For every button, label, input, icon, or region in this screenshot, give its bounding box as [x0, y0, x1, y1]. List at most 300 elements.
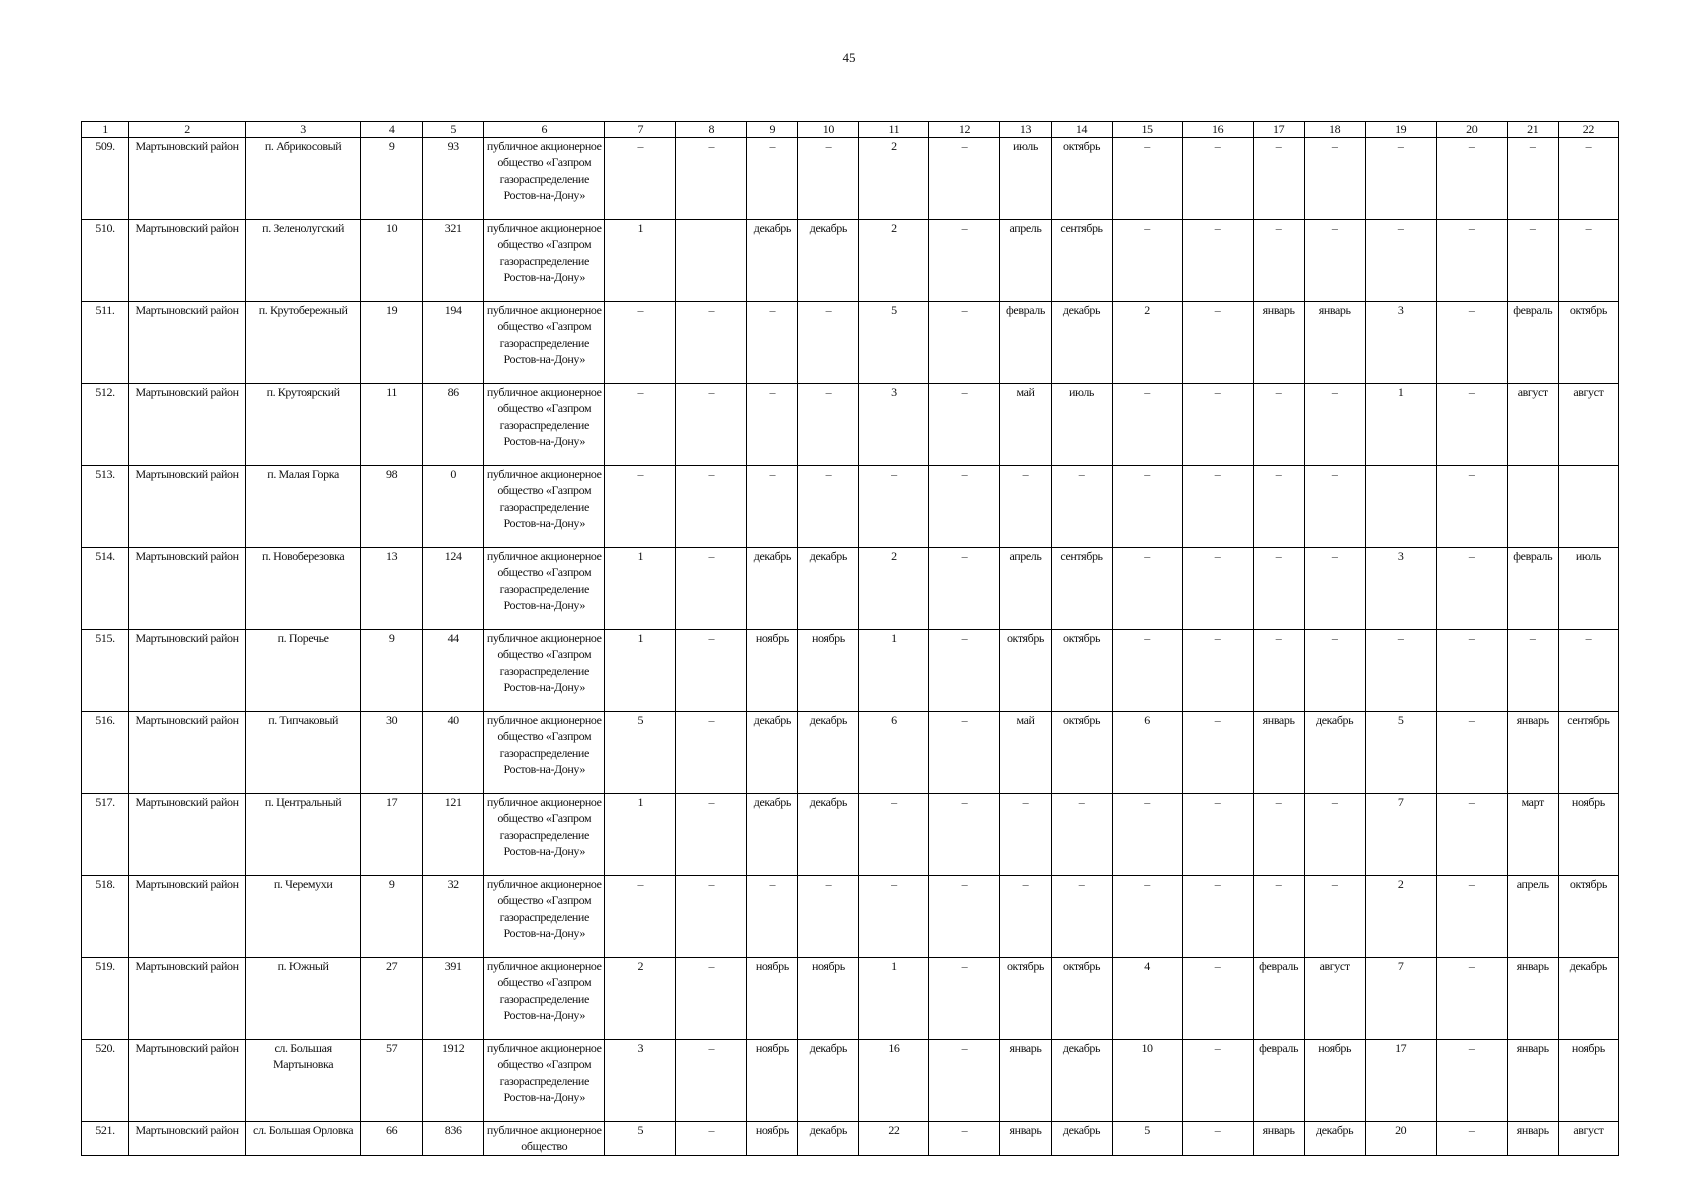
table-cell-col-6: публичное акционерное общество «Газпром газораспределение Ростов-на-Дону»	[484, 1040, 605, 1122]
table-cell-col-3: п. Малая Горка	[246, 466, 361, 548]
table-row	[82, 794, 1619, 876]
table-cell-col-19: 1	[1365, 384, 1436, 466]
table-cell-col-21: –	[1507, 630, 1558, 712]
table-cell-col-18: –	[1304, 138, 1365, 220]
table-row	[82, 1122, 1619, 1156]
table-cell-col-19	[1365, 466, 1436, 548]
table-cell-col-19: 7	[1365, 958, 1436, 1040]
table-cell-col-9: ноябрь	[747, 958, 798, 1040]
table-cell-col-10: декабрь	[798, 1040, 859, 1122]
table-cell-col-15: –	[1112, 630, 1182, 712]
table-cell-col-5: 0	[423, 466, 484, 548]
table-cell-col-2: Мартыновский район	[129, 1122, 246, 1156]
table-cell-col-12: –	[929, 302, 1000, 384]
table-row	[82, 548, 1619, 630]
table-row	[82, 302, 1619, 384]
table-cell-col-17: –	[1253, 876, 1304, 958]
table-cell-col-15: 4	[1112, 958, 1182, 1040]
table-cell-col-8: –	[676, 548, 747, 630]
table-cell-col-5: 124	[423, 548, 484, 630]
table-cell-col-1: 513.	[82, 466, 129, 548]
table-cell-col-13: февраль	[1000, 302, 1051, 384]
table-cell-col-21: февраль	[1507, 302, 1558, 384]
table-cell-col-7: 5	[605, 1122, 676, 1156]
table-cell-col-8: –	[676, 138, 747, 220]
table-cell-col-16: –	[1182, 466, 1253, 548]
column-header-7: 7	[605, 122, 676, 138]
table-cell-col-22: август	[1558, 384, 1618, 466]
table-cell-col-7: –	[605, 138, 676, 220]
table-cell-col-17: –	[1253, 138, 1304, 220]
table-cell-col-1: 520.	[82, 1040, 129, 1122]
table-cell-col-14: декабрь	[1051, 302, 1112, 384]
table-cell-col-16: –	[1182, 1122, 1253, 1156]
table-cell-col-10: ноябрь	[798, 958, 859, 1040]
table-cell-col-16: –	[1182, 302, 1253, 384]
table-cell-col-12: –	[929, 958, 1000, 1040]
table-cell-col-7: 1	[605, 220, 676, 302]
table-cell-col-18: ноябрь	[1304, 1040, 1365, 1122]
table-cell-col-11: 1	[859, 958, 929, 1040]
table-cell-col-9: декабрь	[747, 712, 798, 794]
table-cell-col-21: январь	[1507, 1122, 1558, 1156]
table-cell-col-22: ноябрь	[1558, 794, 1618, 876]
table-cell-col-9: –	[747, 138, 798, 220]
table-cell-col-6: публичное акционерное общество «Газпром газораспределение Ростов-на-Дону»	[484, 958, 605, 1040]
table-cell-col-15: –	[1112, 876, 1182, 958]
table-cell-col-22	[1558, 466, 1618, 548]
table-cell-col-13: апрель	[1000, 548, 1051, 630]
table-cell-col-4: 9	[361, 876, 423, 958]
table-cell-col-17: –	[1253, 794, 1304, 876]
table-cell-col-6: публичное акционерное общество «Газпром газораспределение Ростов-на-Дону»	[484, 466, 605, 548]
table-cell-col-4: 17	[361, 794, 423, 876]
table-cell-col-9: декабрь	[747, 220, 798, 302]
table-cell-col-8: –	[676, 794, 747, 876]
table-cell-col-14: октябрь	[1051, 630, 1112, 712]
table-cell-col-5: 86	[423, 384, 484, 466]
table-cell-col-15: 5	[1112, 1122, 1182, 1156]
table-cell-col-22: –	[1558, 630, 1618, 712]
table-cell-col-1: 515.	[82, 630, 129, 712]
table-cell-col-22: октябрь	[1558, 302, 1618, 384]
page-number: 45	[842, 50, 856, 65]
table-cell-col-8: –	[676, 712, 747, 794]
table-cell-col-13: –	[1000, 876, 1051, 958]
table-cell-col-8: –	[676, 302, 747, 384]
table-cell-col-22: июль	[1558, 548, 1618, 630]
table-cell-col-16: –	[1182, 138, 1253, 220]
table-cell-col-18: –	[1304, 630, 1365, 712]
table-cell-col-11: –	[859, 794, 929, 876]
table-cell-col-12: –	[929, 876, 1000, 958]
table-cell-col-8: –	[676, 958, 747, 1040]
table-cell-col-12: –	[929, 138, 1000, 220]
table-cell-col-16: –	[1182, 712, 1253, 794]
table-cell-col-22: ноябрь	[1558, 1040, 1618, 1122]
table-cell-col-18: –	[1304, 548, 1365, 630]
table-cell-col-7: 1	[605, 794, 676, 876]
table-cell-col-12: –	[929, 384, 1000, 466]
table-cell-col-1: 519.	[82, 958, 129, 1040]
table-cell-col-19: –	[1365, 220, 1436, 302]
table-cell-col-2: Мартыновский район	[129, 384, 246, 466]
table-cell-col-2: Мартыновский район	[129, 794, 246, 876]
column-header-6: 6	[484, 122, 605, 138]
table-cell-col-22: –	[1558, 138, 1618, 220]
table-cell-col-5: 121	[423, 794, 484, 876]
table-cell-col-19: –	[1365, 630, 1436, 712]
column-header-18: 18	[1304, 122, 1365, 138]
table-cell-col-12: –	[929, 1122, 1000, 1156]
table-cell-col-6: публичное акционерное общество «Газпром газораспределение Ростов-на-Дону»	[484, 384, 605, 466]
table-header	[82, 122, 1619, 138]
table-cell-col-11: 22	[859, 1122, 929, 1156]
table-cell-col-20: –	[1436, 876, 1507, 958]
table-cell-col-14: сентябрь	[1051, 220, 1112, 302]
table-cell-col-13: январь	[1000, 1040, 1051, 1122]
table-cell-col-10: –	[798, 384, 859, 466]
table-cell-col-13: –	[1000, 466, 1051, 548]
table-cell-col-11: 6	[859, 712, 929, 794]
table-cell-col-14: июль	[1051, 384, 1112, 466]
table-cell-col-17: февраль	[1253, 1040, 1304, 1122]
table-cell-col-3: п. Абрикосовый	[246, 138, 361, 220]
table-cell-col-5: 194	[423, 302, 484, 384]
table-row	[82, 958, 1619, 1040]
table-cell-col-12: –	[929, 794, 1000, 876]
column-header-9: 9	[747, 122, 798, 138]
table-cell-col-16: –	[1182, 220, 1253, 302]
column-header-15: 15	[1112, 122, 1182, 138]
table-cell-col-16: –	[1182, 876, 1253, 958]
table-cell-col-19: 3	[1365, 302, 1436, 384]
table-row	[82, 138, 1619, 220]
table-cell-col-5: 1912	[423, 1040, 484, 1122]
table-cell-col-3: сл. Большая Орловка	[246, 1122, 361, 1156]
table-cell-col-18: –	[1304, 876, 1365, 958]
table-cell-col-11: 2	[859, 548, 929, 630]
table-cell-col-18: август	[1304, 958, 1365, 1040]
table-cell-col-5: 40	[423, 712, 484, 794]
table-cell-col-22: –	[1558, 220, 1618, 302]
table-cell-col-8: –	[676, 630, 747, 712]
table-cell-col-7: –	[605, 302, 676, 384]
table-cell-col-17: январь	[1253, 302, 1304, 384]
table-cell-col-21	[1507, 466, 1558, 548]
table-row	[82, 712, 1619, 794]
table-cell-col-5: 321	[423, 220, 484, 302]
column-header-17: 17	[1253, 122, 1304, 138]
table-cell-col-1: 516.	[82, 712, 129, 794]
column-number-row	[82, 122, 1619, 138]
column-header-19: 19	[1365, 122, 1436, 138]
table-cell-col-19: 20	[1365, 1122, 1436, 1156]
table-cell-col-5: 391	[423, 958, 484, 1040]
table-cell-col-3: п. Типчаковый	[246, 712, 361, 794]
column-header-20: 20	[1436, 122, 1507, 138]
table-cell-col-9: –	[747, 876, 798, 958]
gasification-schedule-table	[81, 121, 1619, 1156]
table-cell-col-13: май	[1000, 384, 1051, 466]
table-cell-col-11: 5	[859, 302, 929, 384]
column-header-5: 5	[423, 122, 484, 138]
table-cell-col-16: –	[1182, 384, 1253, 466]
table-cell-col-12: –	[929, 712, 1000, 794]
table-cell-col-3: п. Южный	[246, 958, 361, 1040]
table-cell-col-4: 10	[361, 220, 423, 302]
table-cell-col-2: Мартыновский район	[129, 220, 246, 302]
table-cell-col-7: 1	[605, 630, 676, 712]
table-cell-col-7: 2	[605, 958, 676, 1040]
table-cell-col-6: публичное акционерное общество «Газпром газораспределение Ростов-на-Дону»	[484, 138, 605, 220]
table-cell-col-2: Мартыновский район	[129, 548, 246, 630]
table-row	[82, 220, 1619, 302]
table-row	[82, 630, 1619, 712]
table-cell-col-21: январь	[1507, 958, 1558, 1040]
table-cell-col-3: п. Крутоярский	[246, 384, 361, 466]
table-cell-col-11: 16	[859, 1040, 929, 1122]
table-cell-col-22: октябрь	[1558, 876, 1618, 958]
table-cell-col-7: –	[605, 384, 676, 466]
table-cell-col-1: 509.	[82, 138, 129, 220]
table-cell-col-19: 2	[1365, 876, 1436, 958]
table-cell-col-5: 836	[423, 1122, 484, 1156]
table-cell-col-15: 10	[1112, 1040, 1182, 1122]
table-cell-col-2: Мартыновский район	[129, 138, 246, 220]
table-cell-col-12: –	[929, 1040, 1000, 1122]
column-header-21: 21	[1507, 122, 1558, 138]
table-cell-col-12: –	[929, 630, 1000, 712]
table-cell-col-14: декабрь	[1051, 1040, 1112, 1122]
column-header-11: 11	[859, 122, 929, 138]
table-cell-col-17: –	[1253, 220, 1304, 302]
table-cell-col-18: январь	[1304, 302, 1365, 384]
table-cell-col-16: –	[1182, 958, 1253, 1040]
table-cell-col-10: декабрь	[798, 220, 859, 302]
table-cell-col-4: 98	[361, 466, 423, 548]
table-cell-col-8: –	[676, 1122, 747, 1156]
table-cell-col-1: 517.	[82, 794, 129, 876]
table-cell-col-16: –	[1182, 1040, 1253, 1122]
table-cell-col-21: –	[1507, 138, 1558, 220]
table-cell-col-9: декабрь	[747, 794, 798, 876]
table-cell-col-12: –	[929, 548, 1000, 630]
table-body	[82, 138, 1619, 1156]
table-cell-col-10: декабрь	[798, 548, 859, 630]
table-cell-col-19: 17	[1365, 1040, 1436, 1122]
table-cell-col-19: 7	[1365, 794, 1436, 876]
table-cell-col-3: п. Новоберезовка	[246, 548, 361, 630]
table-cell-col-10: декабрь	[798, 794, 859, 876]
table-cell-col-6: публичное акционерное общество «Газпром газораспределение Ростов-на-Дону»	[484, 302, 605, 384]
table-cell-col-4: 9	[361, 630, 423, 712]
table-cell-col-14: –	[1051, 876, 1112, 958]
table-cell-col-9: ноябрь	[747, 630, 798, 712]
table-cell-col-20: –	[1436, 466, 1507, 548]
table-cell-col-13: октябрь	[1000, 958, 1051, 1040]
table-cell-col-9: ноябрь	[747, 1122, 798, 1156]
column-header-10: 10	[798, 122, 859, 138]
table-cell-col-3: п. Поречье	[246, 630, 361, 712]
table-cell-col-2: Мартыновский район	[129, 1040, 246, 1122]
table-cell-col-9: –	[747, 466, 798, 548]
table-cell-col-9: ноябрь	[747, 1040, 798, 1122]
table-cell-col-9: декабрь	[747, 548, 798, 630]
table-cell-col-18: –	[1304, 384, 1365, 466]
table-cell-col-22: сентябрь	[1558, 712, 1618, 794]
table-cell-col-11: 3	[859, 384, 929, 466]
table-cell-col-11: 2	[859, 220, 929, 302]
table-cell-col-13: –	[1000, 794, 1051, 876]
table-cell-col-20: –	[1436, 1122, 1507, 1156]
table-cell-col-7: 3	[605, 1040, 676, 1122]
table-cell-col-16: –	[1182, 794, 1253, 876]
table-cell-col-7: –	[605, 876, 676, 958]
table-cell-col-18: декабрь	[1304, 712, 1365, 794]
table-cell-col-20: –	[1436, 302, 1507, 384]
column-header-4: 4	[361, 122, 423, 138]
table-cell-col-16: –	[1182, 630, 1253, 712]
table-cell-col-5: 93	[423, 138, 484, 220]
table-cell-col-16: –	[1182, 548, 1253, 630]
table-cell-col-22: август	[1558, 1122, 1618, 1156]
table-cell-col-21: февраль	[1507, 548, 1558, 630]
table-cell-col-8: –	[676, 876, 747, 958]
table-cell-col-17: январь	[1253, 1122, 1304, 1156]
table-cell-col-22: декабрь	[1558, 958, 1618, 1040]
table-cell-col-10: –	[798, 302, 859, 384]
table-cell-col-21: –	[1507, 220, 1558, 302]
table-cell-col-17: –	[1253, 548, 1304, 630]
table-cell-col-17: –	[1253, 630, 1304, 712]
table-cell-col-1: 510.	[82, 220, 129, 302]
table-cell-col-4: 57	[361, 1040, 423, 1122]
table-cell-col-11: –	[859, 466, 929, 548]
table-cell-col-14: –	[1051, 466, 1112, 548]
table-row	[82, 384, 1619, 466]
table-cell-col-1: 511.	[82, 302, 129, 384]
table-cell-col-3: п. Центральный	[246, 794, 361, 876]
table-cell-col-4: 13	[361, 548, 423, 630]
column-header-1: 1	[82, 122, 129, 138]
table-cell-col-7: –	[605, 466, 676, 548]
table-cell-col-5: 32	[423, 876, 484, 958]
table-cell-col-9: –	[747, 384, 798, 466]
table-cell-col-21: январь	[1507, 1040, 1558, 1122]
table-cell-col-18: декабрь	[1304, 1122, 1365, 1156]
table-cell-col-21: август	[1507, 384, 1558, 466]
table-row	[82, 876, 1619, 958]
table-cell-col-21: апрель	[1507, 876, 1558, 958]
table-cell-col-17: –	[1253, 384, 1304, 466]
table-cell-col-13: январь	[1000, 1122, 1051, 1156]
column-header-12: 12	[929, 122, 1000, 138]
table-cell-col-6: публичное акционерное общество «Газпром газораспределение Ростов-на-Дону»	[484, 794, 605, 876]
table-cell-col-10: –	[798, 876, 859, 958]
table-cell-col-20: –	[1436, 138, 1507, 220]
table-cell-col-4: 66	[361, 1122, 423, 1156]
column-header-2: 2	[129, 122, 246, 138]
table-cell-col-2: Мартыновский район	[129, 630, 246, 712]
table-cell-col-3: п. Зеленолугский	[246, 220, 361, 302]
table-cell-col-18: –	[1304, 466, 1365, 548]
table-cell-col-14: –	[1051, 794, 1112, 876]
table-cell-col-20: –	[1436, 548, 1507, 630]
table-cell-col-4: 30	[361, 712, 423, 794]
table-cell-col-12: –	[929, 220, 1000, 302]
table-cell-col-14: декабрь	[1051, 1122, 1112, 1156]
column-header-13: 13	[1000, 122, 1051, 138]
table-cell-col-8: –	[676, 384, 747, 466]
table-cell-col-20: –	[1436, 630, 1507, 712]
table-cell-col-20: –	[1436, 958, 1507, 1040]
table-cell-col-20: –	[1436, 1040, 1507, 1122]
table-cell-col-4: 11	[361, 384, 423, 466]
table-cell-col-15: –	[1112, 384, 1182, 466]
table-cell-col-10: –	[798, 138, 859, 220]
table-cell-col-6: публичное акционерное общество «Газпром газораспределение Ростов-на-Дону»	[484, 712, 605, 794]
table-cell-col-19: 3	[1365, 548, 1436, 630]
table-cell-col-20: –	[1436, 712, 1507, 794]
table-cell-col-10: –	[798, 466, 859, 548]
table-cell-col-11: 2	[859, 138, 929, 220]
table-cell-col-21: январь	[1507, 712, 1558, 794]
table-row	[82, 1040, 1619, 1122]
table-cell-col-14: октябрь	[1051, 712, 1112, 794]
table-cell-col-19: 5	[1365, 712, 1436, 794]
table-cell-col-7: 1	[605, 548, 676, 630]
table-cell-col-12: –	[929, 466, 1000, 548]
table-cell-col-1: 518.	[82, 876, 129, 958]
column-header-22: 22	[1558, 122, 1618, 138]
table-row	[82, 466, 1619, 548]
table-cell-col-1: 514.	[82, 548, 129, 630]
table-cell-col-7: 5	[605, 712, 676, 794]
table-cell-col-1: 512.	[82, 384, 129, 466]
table-cell-col-14: октябрь	[1051, 958, 1112, 1040]
table-cell-col-10: ноябрь	[798, 630, 859, 712]
table-cell-col-15: 6	[1112, 712, 1182, 794]
table-cell-col-20: –	[1436, 220, 1507, 302]
table-cell-col-10: декабрь	[798, 1122, 859, 1156]
table-cell-col-14: сентябрь	[1051, 548, 1112, 630]
table-cell-col-2: Мартыновский район	[129, 958, 246, 1040]
table-cell-col-8: –	[676, 1040, 747, 1122]
table-cell-col-6: публичное акционерное общество «Газпром газораспределение Ростов-на-Дону»	[484, 876, 605, 958]
table-cell-col-3: сл. Большая Мартыновка	[246, 1040, 361, 1122]
table-cell-col-19: –	[1365, 138, 1436, 220]
table-cell-col-5: 44	[423, 630, 484, 712]
table-cell-col-14: октябрь	[1051, 138, 1112, 220]
table-cell-col-10: декабрь	[798, 712, 859, 794]
table-cell-col-20: –	[1436, 794, 1507, 876]
table-cell-col-4: 19	[361, 302, 423, 384]
table-cell-col-21: март	[1507, 794, 1558, 876]
table-cell-col-11: 1	[859, 630, 929, 712]
table-cell-col-17: январь	[1253, 712, 1304, 794]
table-cell-col-6: публичное акционерное общество «Газпром газораспределение Ростов-на-Дону»	[484, 548, 605, 630]
column-header-14: 14	[1051, 122, 1112, 138]
table-cell-col-17: –	[1253, 466, 1304, 548]
column-header-3: 3	[246, 122, 361, 138]
column-header-8: 8	[676, 122, 747, 138]
table-cell-col-1: 521.	[82, 1122, 129, 1156]
table-cell-col-6: публичное акционерное общество «Газпром газораспределение Ростов-на-Дону»	[484, 220, 605, 302]
table-cell-col-2: Мартыновский район	[129, 712, 246, 794]
table-cell-col-6: публичное акционерное общество	[484, 1122, 605, 1156]
table-cell-col-2: Мартыновский район	[129, 876, 246, 958]
